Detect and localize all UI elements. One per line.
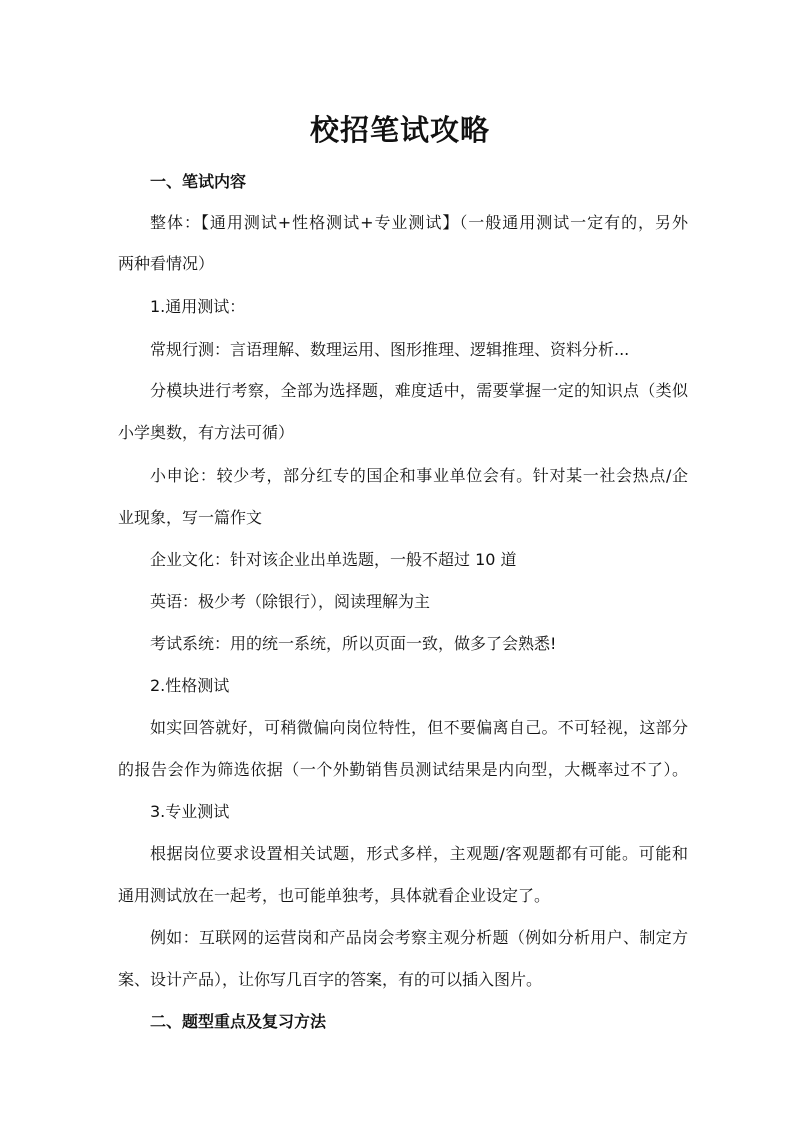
paragraph-professional-line-1: 根据岗位要求设置相关试题，形式多样，主观题/客观题都有可能。可能和: [150, 844, 688, 863]
subheading-general-test: 1.通用测试：: [150, 297, 246, 316]
paragraph-example-line-2: 案、设计产品），让你写几百字的答案，有的可以插入图片。: [118, 970, 543, 989]
section-heading-written-test-content: 一、笔试内容: [150, 172, 247, 191]
subheading-personality-test: 2.性格测试: [150, 676, 230, 695]
paragraph-essay-line-1: 小申论：较少考，部分红专的国企和事业单位会有。针对某一社会热点/企: [150, 466, 688, 485]
paragraph-overall-line-1: 整体：【通用测试+性格测试+专业测试】（一般通用测试一定有的，另外: [150, 213, 688, 232]
paragraph-overall-line-2: 两种看情况）: [118, 254, 215, 273]
subheading-professional-test: 3.专业测试: [150, 802, 230, 821]
paragraph-essay-line-2: 业现象，写一篇作文: [118, 508, 263, 527]
document-title: 校招笔试攻略: [309, 113, 490, 147]
paragraph-professional-line-2: 通用测试放在一起考，也可能单独考，具体就看企业设定了。: [118, 886, 551, 905]
paragraph-modules-line-2: 小学奥数，有方法可循）: [118, 423, 295, 442]
paragraph-english: 英语：极少考（除银行），阅读理解为主: [150, 592, 431, 611]
paragraph-exam-system: 考试系统：用的统一系统，所以页面一致，做多了会熟悉!: [150, 634, 557, 653]
paragraph-example-line-1: 例如：互联网的运营岗和产品岗会考察主观分析题（例如分析用户、制定方: [150, 928, 688, 947]
section-heading-question-types: 二、题型重点及复习方法: [150, 1012, 327, 1031]
paragraph-modules-line-1: 分模块进行考察，全部为选择题，难度适中，需要掌握一定的知识点（类似: [150, 381, 688, 400]
paragraph-aptitude-test: 常规行测：言语理解、数理运用、图形推理、逻辑推理、资料分析...: [150, 340, 630, 359]
paragraph-personality-line-1: 如实回答就好，可稍微偏向岗位特性，但不要偏离自己。不可轻视，这部分: [150, 718, 688, 737]
paragraph-personality-line-2: 的报告会作为筛选依据（一个外勤销售员测试结果是内向型，大概率过不了）。: [118, 760, 688, 779]
paragraph-corporate-culture: 企业文化：针对该企业出单选题，一般不超过 10 道: [150, 550, 517, 569]
